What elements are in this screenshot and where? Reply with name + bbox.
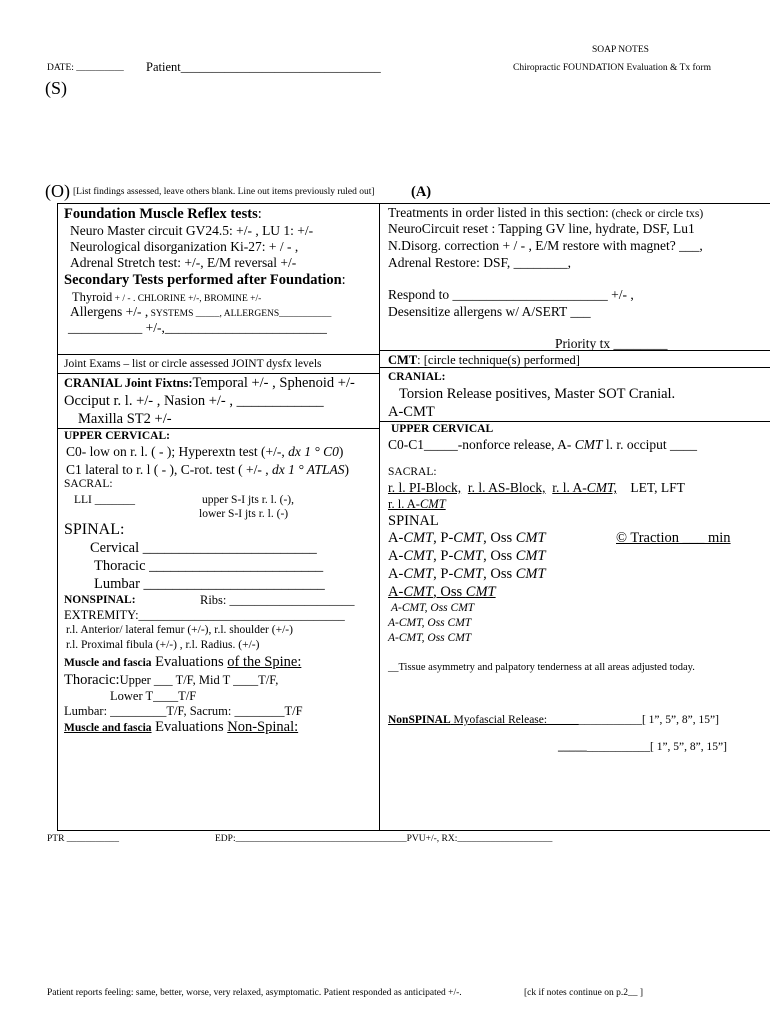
mf-spine-heading: Muscle and fascia Evaluations of the Spine: xyxy=(64,654,302,670)
cranial-acmt: A-CMT xyxy=(388,404,435,420)
neurocircuit-reset: NeuroCircuit reset : Tapping GV line, hydrate, DSF, Lu1 xyxy=(388,221,695,236)
extremity-field[interactable]: EXTREMITY:_________________________________ xyxy=(64,608,345,622)
respond-to: Respond to _______________________ +/- , xyxy=(388,287,634,302)
ndisorg-correction: N.Disorg. correction + / - , E/M restore with magnet? ___, xyxy=(388,238,703,253)
spinal-cmt-row-3: A-CMT, P-CMT, Oss CMT xyxy=(388,566,546,582)
traction-field[interactable]: © Traction ___ min xyxy=(616,530,731,546)
fibula-radius-line: r.l. Proximal fibula (+/-) , r.l. Radius. (+/-) xyxy=(66,639,260,651)
sacral-heading: SACRAL: xyxy=(64,478,113,490)
spinal-cmt-row-4: A-CMT, Oss CMT xyxy=(388,584,496,600)
c1-line: C1 lateral to r. l ( - ), C-rot. test ( +/- , dx 1 ° ATLAS) xyxy=(66,462,349,477)
spinal-cmt-row-2: A-CMT, P-CMT, Oss CMT xyxy=(388,548,546,564)
thoracic-eval-line: Thoracic:Upper ___ T/F, Mid T ____T/F, xyxy=(64,672,279,688)
foundation-line-1: Neuro Master circuit GV24.5: +/- , LU 1: +/- xyxy=(70,223,314,238)
lli-field[interactable]: LLI _______ xyxy=(74,494,136,506)
spinal-cmt-row-1: A-CMT, P-CMT, Oss CMT xyxy=(388,530,546,546)
femur-shoulder-line: r.l. Anterior/ lateral femur (+/-), r.l. shoulder (+/-) xyxy=(66,624,293,636)
cervical-field[interactable]: Cervical ________________________ xyxy=(90,540,317,556)
date-field[interactable]: DATE: __________ xyxy=(47,63,124,73)
cmt-sacral-heading: SACRAL: xyxy=(388,466,437,478)
cranial-divider xyxy=(57,428,379,429)
upper-si-joints: upper S-I jts r. l. (-), xyxy=(202,494,294,506)
cmt-upper-cervical-heading: UPPER CERVICAL xyxy=(391,423,494,435)
center-divider xyxy=(379,203,380,830)
thyroid-line: Thyroid + / - . CHLORINE +/-, BROMINE +/- xyxy=(72,290,262,304)
adrenal-restore: Adrenal Restore: DSF, ________, xyxy=(388,255,572,270)
occiput-line: Occiput r. l. +/- , Nasion +/- , ____________ xyxy=(64,393,324,409)
form-title: Chiropractic FOUNDATION Evaluation & Tx form xyxy=(513,63,711,73)
torsion-release-line: Torsion Release positives, Master SOT Cranial. xyxy=(399,386,676,402)
edp-pvu-rx-field[interactable]: EDP:____________________________________PVU+/-, RX:____________________ xyxy=(215,834,553,844)
patient-field[interactable]: Patient________________________________ xyxy=(146,60,381,74)
objective-divider xyxy=(57,354,379,355)
sacral-block-line: r. l. PI-Block, r. l. AS-Block, r. l. A-CMT, LET, LFT xyxy=(388,480,685,495)
ribs-field[interactable]: Ribs: ____________________ xyxy=(200,593,355,607)
myofascial-second-line: ________________[ 1”, 5”, 8”, 15”] xyxy=(558,741,727,753)
cmt-header: CMT: [circle technique(s) performed] xyxy=(388,353,580,367)
lumbar-field[interactable]: Lumbar _________________________ xyxy=(94,576,325,592)
extremity-cmt-3: A-CMT, Oss CMT xyxy=(388,632,472,644)
soap-notes-title: SOAP NOTES xyxy=(592,45,649,55)
objective-label: (O) xyxy=(45,181,70,201)
nonspinal-myofascial-line: NonSPINAL Myofascial Release: ________________[ 1”, 5”, 8”, 15”] xyxy=(388,714,719,726)
thoracic-field[interactable]: Thoracic ________________________ xyxy=(94,558,324,574)
joint-header-rule xyxy=(57,373,379,374)
mf-nonspinal-heading: Muscle and fascia Evaluations Non-Spinal: xyxy=(64,719,299,735)
maxilla-line: Maxilla ST2 +/- xyxy=(78,411,172,427)
treatments-heading: Treatments in order listed in this section: (check or circle txs) xyxy=(388,205,704,220)
foundation-line-2: Neurological disorganization Ki-27: + / - , xyxy=(70,239,299,254)
top-rule xyxy=(57,203,770,204)
sacral-acmt: r. l. A-CMT xyxy=(388,497,446,511)
assessment-label: (A) xyxy=(411,184,432,200)
c0c1-release-line: C0-C1_____-nonforce release, A- CMT l. r. occiput ____ xyxy=(388,437,697,452)
priority-tx: Priority tx ________ xyxy=(555,336,668,351)
bottom-rule xyxy=(57,830,770,831)
foundation-line-3: Adrenal Stretch test: +/-, E/M reversal +/- xyxy=(70,255,297,270)
secondary-heading: Secondary Tests performed after Foundation: xyxy=(64,272,346,288)
ptr-field[interactable]: PTR ___________ xyxy=(47,834,120,844)
foundation-heading: Foundation Muscle Reflex tests: xyxy=(64,206,262,222)
cmt-cranial-divider xyxy=(379,421,770,422)
desensitize-allergens: Desensitize allergens w/ A/SERT ___ xyxy=(388,304,591,319)
cmt-spinal-heading: SPINAL xyxy=(388,513,439,529)
upper-cervical-heading: UPPER CERVICAL: xyxy=(64,430,170,442)
cmt-cranial-heading: CRANIAL: xyxy=(388,371,446,383)
objective-note: [List findings assessed, leave others blank. Line out items previously ruled out] xyxy=(73,187,375,197)
subjective-label: (S) xyxy=(45,78,67,98)
joint-exams-header: Joint Exams – list or circle assessed JOINT dysfx levels xyxy=(64,358,322,370)
allergens-line: Allergens +/- , SYSTEMS _____, ALLERGENS___________ xyxy=(70,304,332,319)
lower-t-line: Lower T____T/F xyxy=(110,689,197,703)
left-border xyxy=(57,203,58,830)
continue-note: [ck if notes continue on p.2__ ] xyxy=(524,988,643,998)
lumbar-sacrum-line: Lumbar: _________T/F, Sacrum: ________T/F xyxy=(64,704,303,718)
patient-feeling-line: Patient reports feeling: same, better, worse, very relaxed, asymptomatic. Patient responded as anticipated +/-. xyxy=(47,988,462,998)
lower-si-joints: lower S-I jts r. l. (-) xyxy=(199,508,289,520)
spinal-heading: SPINAL: xyxy=(64,521,125,538)
extremity-cmt-1: A-CMT, Oss CMT xyxy=(391,602,475,614)
cranial-joint-line: CRANIAL Joint Fixtns:Temporal +/- , Sphenoid +/- xyxy=(64,375,355,391)
allergens-blank-line: ___________ +/-,________________________ xyxy=(68,320,327,335)
c0-line: C0- low on r. l. ( - ); Hyperextn test (+/-, dx 1 ° C0) xyxy=(66,444,344,459)
extremity-cmt-2: A-CMT, Oss CMT xyxy=(388,617,472,629)
tissue-asymmetry-line: __Tissue asymmetry and palpatory tenderness at all areas adjusted today. xyxy=(388,662,695,673)
nonspinal-heading: NONSPINAL: xyxy=(64,594,136,606)
